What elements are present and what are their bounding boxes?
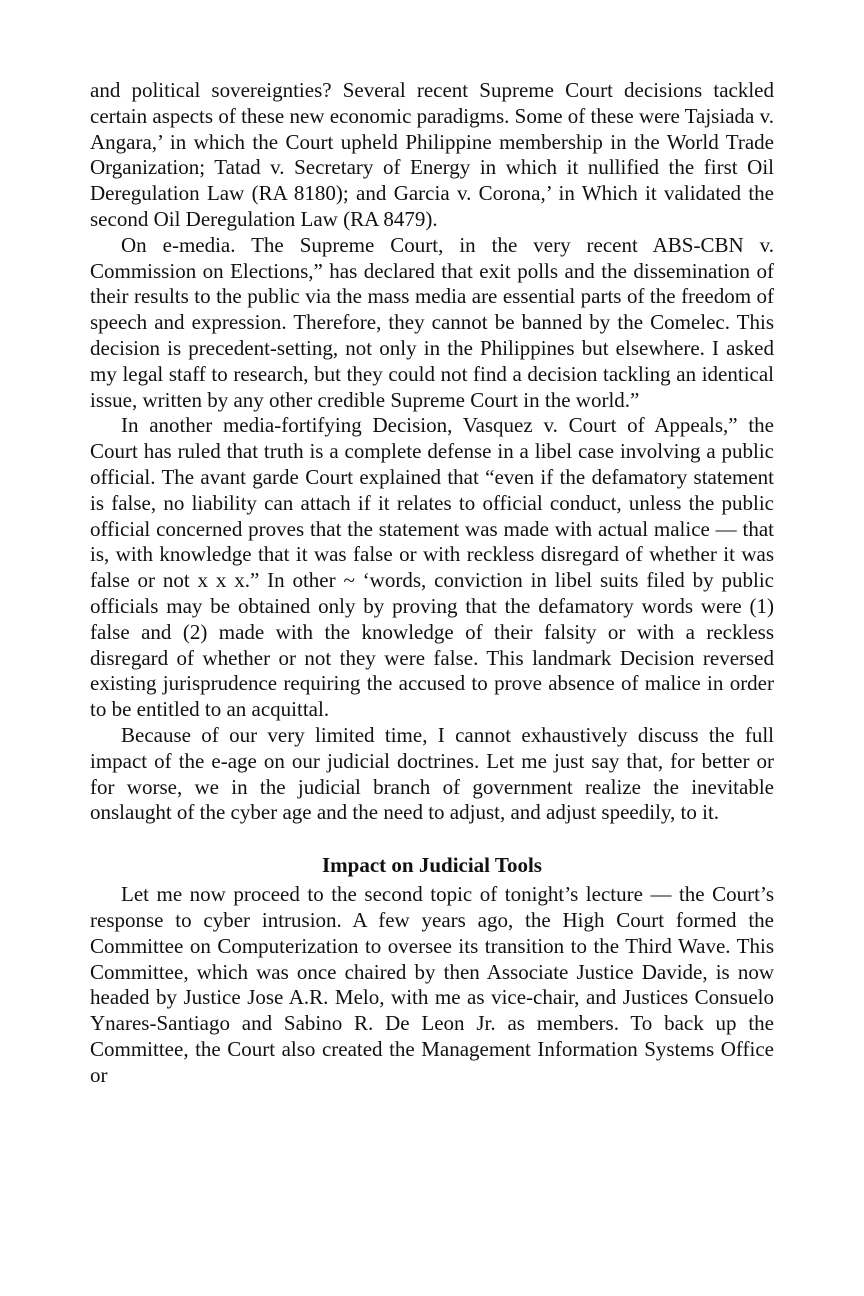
paragraph-cyber-intrusion: Let me now proceed to the second topic of tonight’s lecture — the Court’s response to cyber intrusion. A few years ago, the High Court formed the Committee on Computerization to oversee its transition to the Third Wave. This Committee, which was once chaired by then Associate Justice Davide, is now headed by Justice Jose A.R. Melo, with me as vice-chair, and Justices Consuelo Ynares-Santiago and Sabino R. De Leon Jr. as members. To back up the Committee, the Court also created the Management Information Systems Office or bbox=[90, 882, 774, 1087]
paragraph-e-media: On e-media. The Supreme Court, in the very recent ABS-CBN v. Commission on Elections,” has declared that exit polls and the dissemination of their results to the public via the mass media are essential parts of the freedom of speech and expression. Therefore, they cannot be banned by the Comelec. This decision is precedent-setting, not only in the Philippines but elsewhere. I asked my legal staff to research, but they could not find a decision tackling an identical issue, written by any other credible Supreme Court in the world.” bbox=[90, 232, 774, 412]
section-heading: Impact on Judicial Tools bbox=[322, 853, 542, 878]
paragraph-vasquez-libel: In another media-fortifying Decision, Vasquez v. Court of Appeals,” the Court has ruled that truth is a complete defense in a libel case involving a public official. The avant garde Court explained that “even if the defamatory statement is false, no liability can attach if it relates to official conduct, unless the public official concerned proves that the statement was made with actual malice — that is, with knowledge that it was false or with reckless disregard of whether it was false or not x x x.” In other ~ ‘words, conviction in libel suits filed by public officials may be obtained only by proving that the defamatory words were (1) false and (2) made with the knowledge of their falsity or with a reckless disregard of whether or not they were false. This landmark Decision reversed existing jurisprudence requiring the accused to prove absence of malice in order to be entitled to an acquittal. bbox=[90, 413, 774, 722]
paragraph-limited-time: Because of our very limited time, I cannot exhaustively discuss the full impact of the e-age on our judicial doctrines. Let me just say that, for better or for worse, we in the judicial branch of government realize the inevitable onslaught of the cyber age and the need to adjust, and adjust speedily, to it. bbox=[90, 722, 774, 825]
document-page bbox=[90, 78, 774, 1088]
paragraph-economic-paradigms: and political sovereignties? Several recent Supreme Court decisions tackled certain aspects of these new economic paradigms. Some of these were Tajsiada v. Angara,’ in which the Court upheld Philippine membership in the World Trade Organization; Tatad v. Secretary of Energy in which it nullified the first Oil Deregulation Law (RA 8180); and Garcia v. Corona,’ in Which it validated the second Oil Deregulation Law (RA 8479). bbox=[90, 78, 774, 231]
